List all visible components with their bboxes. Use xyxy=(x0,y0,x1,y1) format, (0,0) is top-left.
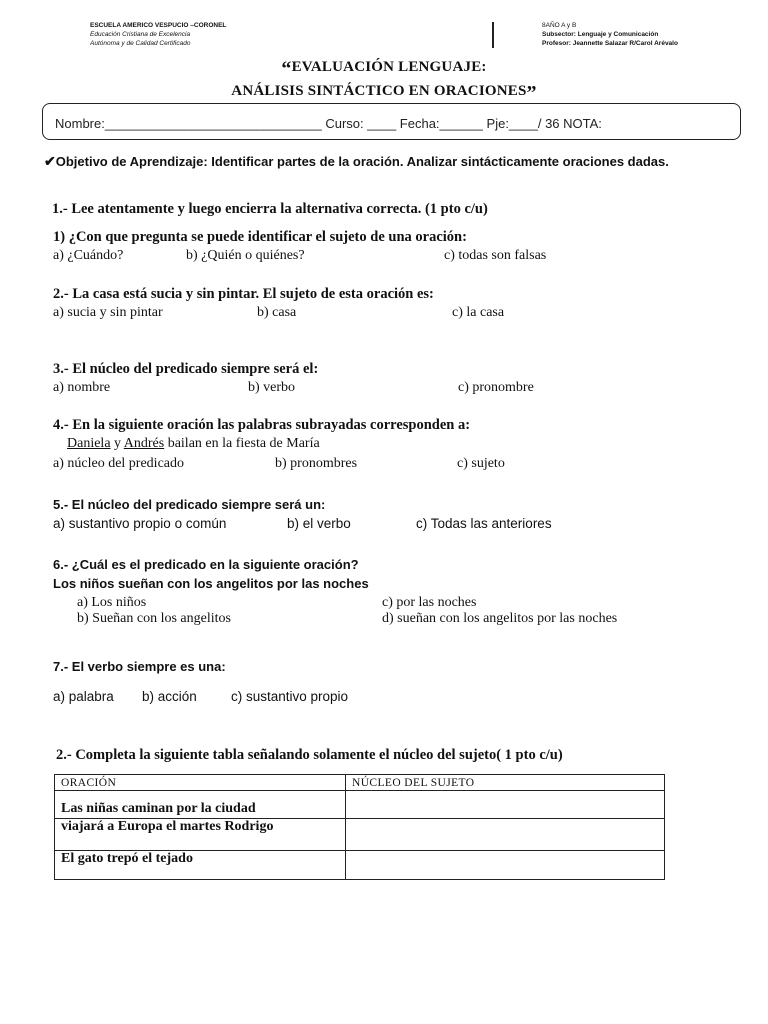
q4-option-b[interactable]: b) pronombres xyxy=(275,456,358,471)
title-line-2 xyxy=(0,82,768,105)
table-cell-sentence: viajará a Europa el martes Rodrigo xyxy=(55,819,346,851)
q6-option-a[interactable]: a) Los niños xyxy=(77,595,147,610)
q4-sentence xyxy=(67,436,320,452)
q7-option-c[interactable]: c) sustantivo propio xyxy=(231,689,349,704)
school-name: ESCUELA AMERICO VESPUCIO –CORONEL xyxy=(90,22,227,29)
q3-prompt: 3.- El núcleo del predicado siempre será el: xyxy=(53,361,319,377)
q6-option-d[interactable]: d) sueñan con los angelitos por las noches xyxy=(382,611,618,626)
subject-nucleus-table xyxy=(54,774,665,880)
table-cell-sentence: El gato trepó el tejado xyxy=(55,851,346,880)
table-row xyxy=(55,851,665,880)
header-divider xyxy=(492,22,494,48)
course-header xyxy=(542,21,678,48)
q5-option-b[interactable]: b) el verbo xyxy=(287,516,351,531)
q5-prompt: 5.- El núcleo del predicado siempre será un: xyxy=(53,497,326,512)
q4-underlined-word-1: Daniela xyxy=(67,436,111,451)
q3-option-a[interactable]: a) nombre xyxy=(53,380,111,395)
q6-sentence: Los niños sueñan con los angelitos por las noches xyxy=(53,576,369,591)
q4-option-c[interactable]: c) sujeto xyxy=(457,456,505,471)
section1-instruction: 1.- Lee atentamente y luego encierra la alternativa correcta. (1 pto c/u) xyxy=(52,201,488,217)
q7-option-a[interactable]: a) palabra xyxy=(53,689,114,704)
title-text-1: EVALUACIÓN LENGUAJE: xyxy=(291,59,487,75)
q6-option-b[interactable]: b) Sueñan con los angelitos xyxy=(77,611,231,626)
q4-option-a[interactable]: a) núcleo del predicado xyxy=(53,456,184,471)
table-header-nucleus: NÚCLEO DEL SUJETO xyxy=(346,775,665,791)
title-line-1 xyxy=(0,58,768,81)
q4-sentence-rest: bailan en la fiesta de María xyxy=(164,436,320,451)
objective-text: Objetivo de Aprendizaje: Identificar partes de la oración. Analizar sintácticamente oraciones dadas. xyxy=(55,154,669,169)
q7-prompt: 7.- El verbo siempre es una: xyxy=(53,659,226,674)
school-header xyxy=(90,21,226,48)
q2-option-c[interactable]: c) la casa xyxy=(452,305,505,320)
school-motto-1: Educación Cristiana de Excelencia xyxy=(90,31,191,38)
q3-option-b[interactable]: b) verbo xyxy=(248,380,296,395)
title-text-2: ANÁLISIS SINTÁCTICO EN ORACIONES xyxy=(231,83,527,99)
table-cell-answer[interactable] xyxy=(346,791,665,819)
q7-option-b[interactable]: b) acción xyxy=(142,689,197,704)
learning-objective xyxy=(44,153,714,170)
q5-option-c[interactable]: c) Todas las anteriores xyxy=(416,516,552,531)
q4-underlined-word-2: Andrés xyxy=(123,436,165,451)
q5-option-a[interactable]: a) sustantivo propio o común xyxy=(53,516,227,531)
title-open-quote: “ xyxy=(281,58,292,80)
course-subsector: Subsector: Lenguaje y Comunicación xyxy=(542,31,659,38)
table-cell-answer[interactable] xyxy=(346,851,665,880)
q1-option-c[interactable]: c) todas son falsas xyxy=(444,248,547,263)
q2-option-b[interactable]: b) casa xyxy=(257,305,297,320)
course-teacher: Profesor: Jeannette Salazar R/Carol Arévalo xyxy=(542,40,678,47)
table-row xyxy=(55,791,665,819)
table-cell-sentence: Las niñas caminan por la ciudad xyxy=(55,791,346,819)
q1-prompt: 1) ¿Con que pregunta se puede identificar el sujeto de una oración: xyxy=(53,229,467,245)
title-close-quote: ” xyxy=(526,82,537,104)
course-grade: 8AÑO A y B xyxy=(542,22,577,29)
q3-option-c[interactable]: c) pronombre xyxy=(458,380,534,395)
q6-option-c[interactable]: c) por las noches xyxy=(382,595,477,610)
q1-option-a[interactable]: a) ¿Cuándo? xyxy=(53,248,124,263)
check-icon: ✔ xyxy=(44,153,56,169)
table-header-sentence: ORACIÓN xyxy=(55,775,346,791)
table-row xyxy=(55,819,665,851)
school-motto-2: Autónoma y de Calidad Certificado xyxy=(90,40,191,47)
q4-sentence-sep: y xyxy=(110,436,124,451)
section2-instruction: 2.- Completa la siguiente tabla señalando solamente el núcleo del sujeto( 1 pto c/u) xyxy=(56,747,563,763)
q1-option-b[interactable]: b) ¿Quién o quiénes? xyxy=(186,248,305,263)
table-cell-answer[interactable] xyxy=(346,819,665,851)
q2-prompt: 2.- La casa está sucia y sin pintar. El sujeto de esta oración es: xyxy=(53,286,434,302)
q6-prompt: 6.- ¿Cuál es el predicado en la siguiente oración? xyxy=(53,557,359,572)
q2-option-a[interactable]: a) sucia y sin pintar xyxy=(53,305,163,320)
q4-prompt: 4.- En la siguiente oración las palabras subrayadas corresponden a: xyxy=(53,417,471,433)
student-info-box xyxy=(42,103,741,140)
table-header-row xyxy=(55,775,665,791)
student-info-fields[interactable]: Nombre:______________________________ Curso: ____ Fecha:______ Pje:____/ 36 NOTA: xyxy=(55,116,602,131)
